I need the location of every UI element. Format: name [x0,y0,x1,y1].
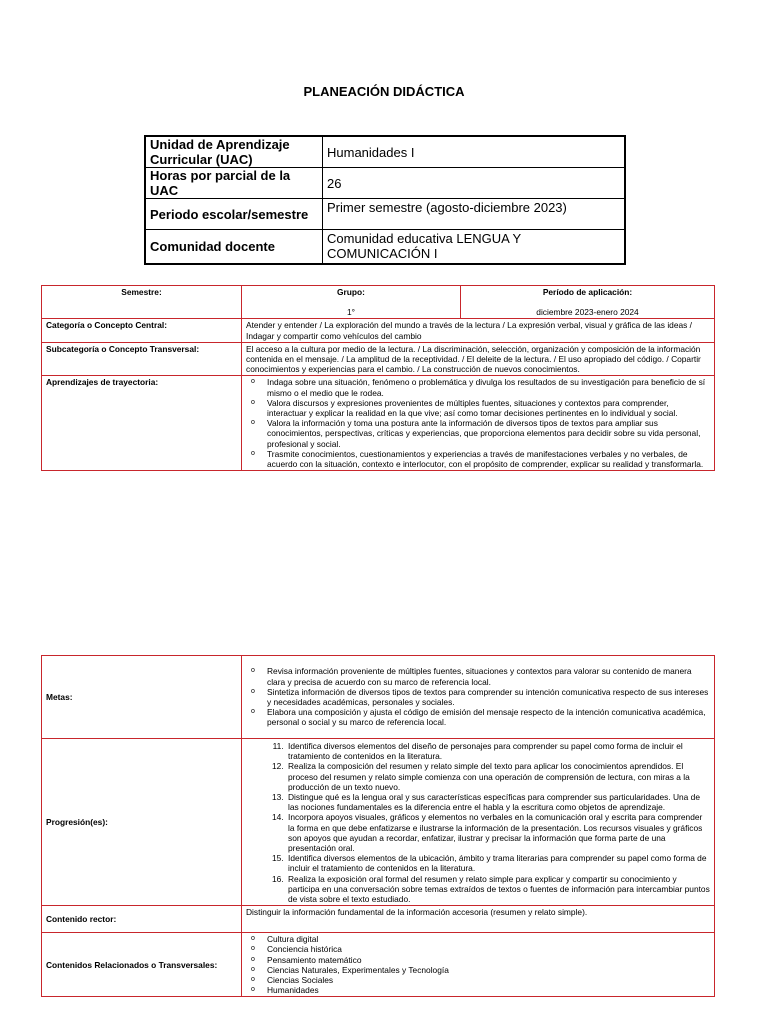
progresiones-cell [242,739,715,906]
detail-table [41,655,715,997]
period-row [145,199,625,230]
grupo-cell [242,286,461,319]
grupo-header: Grupo: [337,287,365,297]
list-item: o Valora la información y toma una postura ante la información de diversos tipos de textos para ampliar sus conocimientos, perspectivas, críticas y experiencias, que proporciona elementos para decidir sobre su vida personal, profesional y social. [267,418,710,449]
contenidos-relacionados-label: Contenidos Relacionados o Transversales: [42,933,242,997]
list-item: o Conciencia histórica [267,944,710,954]
metas-label: Metas: [42,656,242,739]
periodo-header: Período de aplicación: [542,287,633,297]
period-value: Primer semestre (agosto-diciembre 2023) [323,199,626,230]
contenido-rector-label: Contenido rector: [42,906,242,933]
list-item: o Trasmite conocimientos, cuestionamientos y experiencias a través de manifestaciones verbales y no verbales, de acuerdo con la situación, contexto e interlocutor, con el propósito de comprender, explicar su realidad y transformarla. [267,449,710,469]
uac-label: Unidad de Aprendizaje Curricular (UAC) [145,136,323,168]
period-label: Periodo escolar/semestre [145,199,323,230]
contenido-rector-value: Distinguir la información fundamental de la información accesoria (resumen y relato simple). [242,906,715,933]
community-value: Comunidad educativa LENGUA Y COMUNICACIÓN I [323,230,626,264]
periodo-value: diciembre 2023-enero 2024 [536,307,639,318]
list-item: o Revisa información proveniente de múltiples fuentes, situaciones y contextos para valorar su contenido de manera clara y precisa de acuerdo con su marco de referencia local. [267,666,710,686]
list-item: o Valora discursos y expresiones provenientes de múltiples fuentes, situaciones y contextos para comprender, interactuar y explicar la realidad en la que vive; así como tomar decisiones pertinentes en lo individual y social. [267,398,710,418]
aprendizajes-cell [242,376,715,471]
plan-table [41,285,715,471]
contenidos-relacionados-row [42,933,715,997]
list-item: o Sintetiza información de diversos tipos de textos para comprender su intención comunicativa respecto de sus intereses y necesidades académicas, personales y sociales. [267,687,710,707]
subcategoria-value: El acceso a la cultura por medio de la lectura. / La discriminación, selección, organización y composición de la información contenida en el mensaje. / La amplitud de la receptividad. / El deleite de la lectura. / El uso apropiado del código. / Copartir conocimientos y experiencias para el cambio. / La construcción de nuevos conocimientos. [242,342,715,376]
uac-row [145,136,625,168]
plan-header-row [42,286,715,319]
hours-value: 26 [323,168,626,199]
contenidos-relacionados-list [246,934,710,995]
hours-row [145,168,625,199]
subcategoria-label: Subcategoría o Concepto Transversal: [42,342,242,376]
list-item: 15. Identifica diversos elementos de la ubicación, ámbito y trama literarias para comprender su papel como forma de incluir el tratamiento de contenidos en la literatura. [286,853,710,873]
page-title: PLANEACIÓN DIDÁCTICA [303,84,465,99]
metas-row [42,656,715,739]
list-item: 14. Incorpora apoyos visuales, gráficos y elementos no verbales en la comunicación oral y escrita para comprender la forma en que debe enfatizarse e ilustrarse la información de la presentación. Los recursos visuales y gráficos son apoyos que ayudan a recordar, enfatizar, ilustrar y precisar la información que forma parte de una presentación oral. [286,812,710,853]
progresiones-row [42,739,715,906]
hours-label: Horas por parcial de la UAC [145,168,323,199]
uac-table [144,135,626,265]
list-item: o Pensamiento matemático [267,955,710,965]
list-item: o Elabora una composición y ajusta el código de emisión del mensaje respecto de la intención comunicativa académica, personal o social y su marco de referencia local. [267,707,710,727]
list-item: 11. Identifica diversos elementos del diseño de personajes para comprender su papel como forma de incluir el tratamiento de contenidos en la literatura. [286,741,710,761]
list-item: 13. Distingue qué es la lengua oral y sus características específicas para comprender sus particularidades. Una de las nociones fundamentales es la diferencia entre el habla y la escritura como objetos de aprendizaje. [286,792,710,812]
aprendizajes-list [246,377,710,469]
categoria-value: Atender y entender / La exploración del mundo a través de la lectura / La expresión verbal, visual y gráfica de las ideas / Indagar y compartir como vehículos del cambio [242,319,715,342]
community-row [145,230,625,264]
list-item: o Humanidades [267,985,710,995]
aprendizajes-row [42,376,715,471]
progresiones-label: Progresión(es): [42,739,242,906]
list-item: o Ciencias Naturales, Experimentales y Tecnología [267,965,710,975]
contenido-rector-row [42,906,715,933]
metas-list [246,666,710,727]
list-item: o Ciencias Sociales [267,975,710,985]
categoria-row [42,319,715,342]
subcategoria-row [42,342,715,376]
periodo-cell [461,286,715,319]
list-item: o Indaga sobre una situación, fenómeno o problemática y divulga los resultados de su investigación para beneficio de sí mismo o el medio que le rodea. [267,377,710,397]
uac-value: Humanidades I [323,136,626,168]
contenidos-relacionados-cell [242,933,715,997]
list-item: 12. Realiza la composición del resumen y relato simple del texto para aplicar los conocimientos aprendidos. El proceso del resumen y relato simple comienza con una operación de comprensión de lectura, con miras a la producción de un texto nuevo. [286,761,710,792]
progresiones-list [246,741,710,904]
categoria-label: Categoría o Concepto Central: [42,319,242,342]
semestre-header: Semestre: [121,287,162,297]
grupo-value: 1° [346,307,355,318]
community-label: Comunidad docente [145,230,323,264]
semestre-cell [42,286,242,319]
aprendizajes-label: Aprendizajes de trayectoria: [42,376,242,471]
list-item: o Cultura digital [267,934,710,944]
list-item: 16. Realiza la exposición oral formal del resumen y relato simple para explicar y compartir su conocimiento y participa en una conversación sobre temas extraídos de textos o fuentes de información para intercambiar puntos de vista sobre el texto estudiado. [286,874,710,905]
metas-cell [242,656,715,739]
